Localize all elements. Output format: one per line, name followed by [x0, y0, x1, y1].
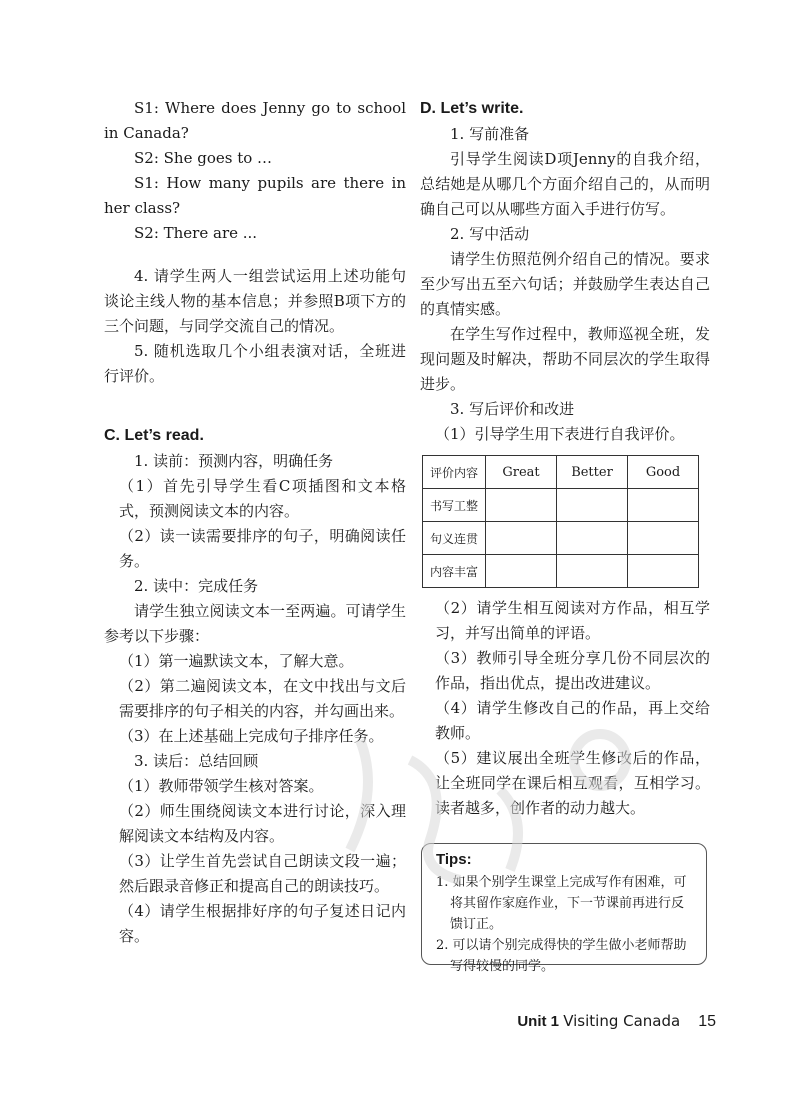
c-line: 3. 读后：总结回顾	[134, 752, 259, 770]
b-step: 5. 随机选取几个小组表演对话，全班进行评价。	[104, 342, 406, 385]
page-number: 15	[698, 1013, 716, 1030]
footer-unit	[517, 1012, 680, 1030]
table-cell	[628, 522, 699, 555]
c-line: （2）第二遍阅读文本，在文中找出与文后需要排序的句子相关的内容，并勾画出来。	[119, 677, 406, 720]
self-evaluation-table	[422, 455, 699, 588]
right-column	[420, 96, 710, 821]
left-column	[104, 96, 406, 949]
c-line: （1）第一遍默读文本，了解大意。	[119, 652, 354, 670]
table-row-label: 书写工整	[423, 489, 486, 522]
table-header-cell: Great	[486, 456, 557, 489]
table-cell	[557, 555, 628, 588]
table-cell	[486, 522, 557, 555]
table-row	[423, 489, 699, 522]
after-line: （3）教师引导全班分享几份不同层次的作品，指出优点，提出改进建议。	[435, 649, 710, 692]
d-line: （1）引导学生用下表进行自我评价。	[435, 425, 685, 443]
page-footer	[517, 1012, 716, 1031]
footer-unit-title: Visiting Canada	[563, 1012, 681, 1030]
table-header-cell: Good	[628, 456, 699, 489]
table-row-label: 内容丰富	[423, 555, 486, 588]
table-cell	[486, 489, 557, 522]
dialogue-line: S2: She goes to …	[134, 149, 273, 167]
dialogue-line: S1: Where does Jenny go to school in Canada?	[104, 99, 406, 142]
tip-item: 1. 如果个别学生课堂上完成写作有困难，可将其留作家庭作业，下一节课前再进行反馈订正。	[436, 875, 687, 932]
c-line: 2. 读中：完成任务	[134, 577, 259, 595]
tips-box	[421, 843, 707, 974]
tips-title: Tips:	[436, 851, 472, 868]
d-line: 在学生写作过程中，教师巡视全班，发现问题及时解决，帮助不同层次的学生取得进步。	[420, 325, 710, 393]
dialogue-line: S2: There are ...	[134, 224, 258, 242]
c-line: （1）教师带领学生核对答案。	[119, 777, 324, 795]
table-row	[423, 555, 699, 588]
c-line: （3）在上述基础上完成句子排序任务。	[119, 727, 384, 745]
after-line: （2）请学生相互阅读对方作品，相互学习，并写出简单的评语。	[435, 599, 710, 642]
table-cell	[486, 555, 557, 588]
tip-item: 2. 可以请个别完成得快的学生做小老师帮助写得较慢的同学。	[436, 938, 687, 974]
c-line: 请学生独立阅读文本一至两遍。可请学生参考以下步骤：	[104, 602, 406, 645]
table-cell	[557, 489, 628, 522]
d-line: 请学生仿照范例介绍自己的情况。要求至少写出五至六句话；并鼓励学生表达自己的真情实感。	[420, 250, 710, 318]
table-cell	[557, 522, 628, 555]
tips-list	[436, 872, 694, 977]
after-line: （5）建议展出全班学生修改后的作品，让全班同学在课后相互观看，互相学习。读者越多，创作者的动力越大。	[435, 749, 710, 817]
table-cell	[628, 555, 699, 588]
c-line: （4）请学生根据排好序的句子复述日记内容。	[119, 902, 406, 945]
c-line: （1）首先引导学生看C项插图和文本格式，预测阅读文本的内容。	[119, 477, 406, 520]
d-line: 3. 写后评价和改进	[450, 400, 575, 418]
d-line: 2. 写中活动	[450, 225, 530, 243]
section-heading-c: C. Let’s read.	[104, 427, 204, 444]
table-row-label: 句义连贯	[423, 522, 486, 555]
table-cell	[628, 489, 699, 522]
table-header-cell: 评价内容	[423, 456, 486, 489]
d-line: 1. 写前准备	[450, 125, 530, 143]
table-header-cell: Better	[557, 456, 628, 489]
b-step: 4. 请学生两人一组尝试运用上述功能句谈论主线人物的基本信息；并参照B项下方的三个问题，与同学交流自己的情况。	[104, 267, 406, 335]
d-line: 引导学生阅读D项Jenny的自我介绍，总结她是从哪几个方面介绍自己的，从而明确自己可以从哪些方面入手进行仿写。	[420, 150, 710, 218]
c-line: 1. 读前：预测内容，明确任务	[134, 452, 334, 470]
c-line: （3）让学生首先尝试自己朗读文段一遍；然后跟录音修正和提高自己的朗读技巧。	[119, 852, 406, 895]
dialogue-line: S1: How many pupils are there in her class?	[104, 174, 406, 217]
c-line: （2）读一读需要排序的句子，明确阅读任务。	[119, 527, 406, 570]
section-heading-d: D. Let’s write.	[420, 100, 524, 117]
after-line: （4）请学生修改自己的作品，再上交给教师。	[435, 699, 710, 742]
footer-unit-label: Unit 1	[517, 1013, 560, 1030]
table-row	[423, 522, 699, 555]
c-line: （2）师生围绕阅读文本进行讨论，深入理解阅读文本结构及内容。	[119, 802, 406, 845]
table-header-row	[423, 456, 699, 489]
